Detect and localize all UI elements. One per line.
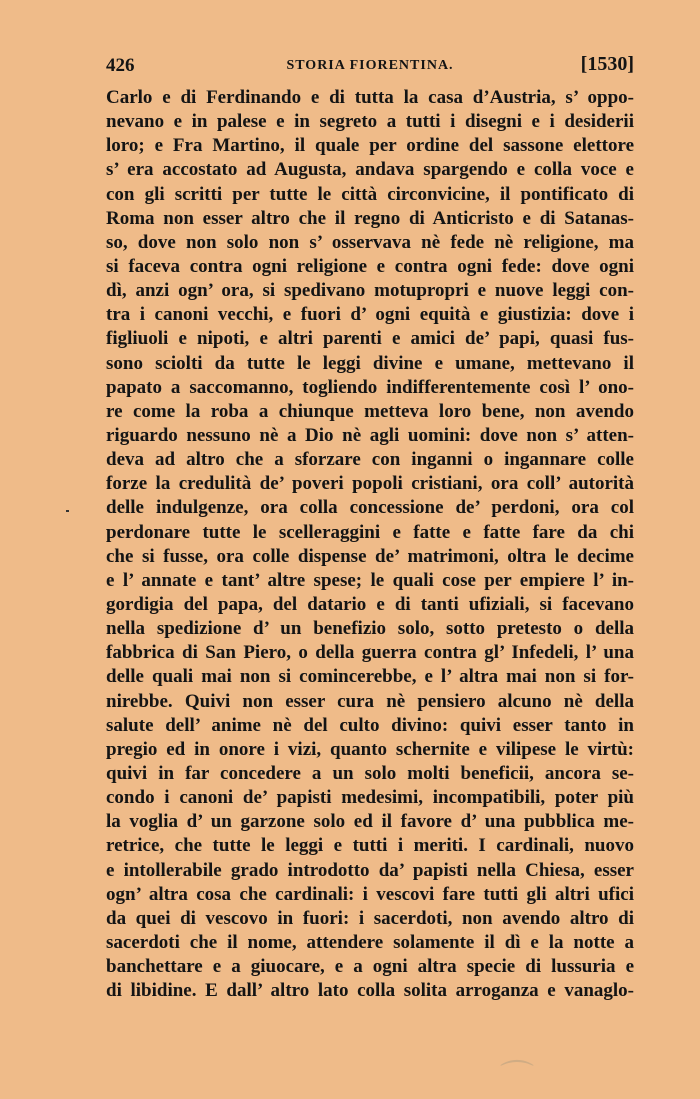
year-bracket: [1530] <box>580 53 634 75</box>
text-line: da quei di vescovo in fuori: i sacerdoti, non avendo altro di <box>106 907 634 929</box>
text-line: delle indulgenze, ora colla concessione de’ perdoni, ora col <box>106 497 634 519</box>
text-line: perdonare tutte le scelleraggini e fatte e fatte fare da chi <box>106 521 634 543</box>
text-line: di libidine. E dall’ altro lato colla solita arroganza e vanaglo- <box>106 980 634 1002</box>
page-header <box>106 53 634 79</box>
text-line: forze la credulità de’ poveri popoli cristiani, ora coll’ autorità <box>106 473 634 495</box>
text-line: che si fusse, ora colle dispense de’ matrimoni, oltra le decime <box>106 545 634 567</box>
text-line: banchettare e a giuocare, e a ogni altra specie di lussuria e <box>106 956 634 978</box>
page-number: 426 <box>106 55 135 76</box>
text-line: gordigia del papa, del datario e di tanti ufiziali, si facevano <box>106 593 634 615</box>
body-text <box>106 86 634 1003</box>
text-line: deva ad altro che a sforzare con inganni o ingannare colle <box>106 449 634 471</box>
text-line: delle quali mai non si comincerebbe, e l’ altra mai non si for- <box>106 666 634 688</box>
text-line: nirebbe. Quivi non esser cura nè pensiero alcuno nè della <box>106 690 634 712</box>
text-line: s’ era accostato ad Augusta, andava spargendo e colla voce e <box>106 159 634 181</box>
text-line: nevano e in palese e in segreto a tutti i disegni e i desiderii <box>106 111 634 133</box>
text-line: Carlo e di Ferdinando e di tutta la casa d’Austria, s’ oppo- <box>106 87 634 108</box>
text-line: salute dell’ anime nè del culto divino: quivi esser tanto in <box>106 714 634 736</box>
text-line: pregio ed in onore i vizi, quanto schernite e vilipese le virtù: <box>106 738 634 760</box>
text-line: retrice, che tutte le leggi e tutti i meriti. I cardinali, nuovo <box>106 835 634 857</box>
text-line: quivi in far concedere a un solo molti beneficii, ancora se- <box>106 762 634 784</box>
text-line: papato a saccomanno, togliendo indifferentemente così l’ ono- <box>106 376 634 398</box>
text-line: sono sciolti da tutte le leggi divine e umane, mettevano il <box>106 352 634 374</box>
text-line: e intollerabile grado introdotto da’ papisti nella Chiesa, esser <box>106 859 634 881</box>
text-line: figliuoli e nipoti, e altri parenti e amici de’ papi, quasi fus- <box>106 328 634 350</box>
text-line: so, dove non solo non s’ osservava nè fede nè religione, ma <box>106 231 634 253</box>
text-line: sacerdoti che il nome, attendere solamente il dì e la notte a <box>106 931 634 953</box>
watermark: ⌒ <box>500 1060 534 1097</box>
margin-mark <box>66 510 69 512</box>
text-line: nella spedizione d’ un benefizio solo, sotto pretesto o della <box>106 618 634 640</box>
text-line: si faceva contra ogni religione e contra ogni fede: dove ogni <box>106 255 634 277</box>
text-line: e l’ annate e tant’ altre spese; le quali cose per empiere l’ in- <box>106 569 634 591</box>
running-title: STORIA FIORENTINA. <box>286 58 454 73</box>
text-line: la voglia d’ un garzone solo ed il favore d’ una pubblica me- <box>106 811 634 833</box>
text-line: loro; e Fra Martino, il quale per ordine del sassone elettore <box>106 135 634 157</box>
text-line: Roma non esser altro che il regno di Anticristo e di Satanas- <box>106 207 634 229</box>
text-line: condo i canoni de’ papisti medesimi, incompatibili, poter più <box>106 787 634 809</box>
text-line: riguardo nessuno nè a Dio nè agli uomini: dove non s’ atten- <box>106 424 634 446</box>
text-line: con gli scritti per tutte le città circonvicine, il pontificato di <box>106 183 634 205</box>
text-line: fabbrica di San Piero, o della guerra contra gl’ Infedeli, l’ una <box>106 642 634 664</box>
text-line: re come la roba a chiunque metteva loro bene, non avendo <box>106 400 634 422</box>
text-line: tra i canoni vecchi, e fuori d’ ogni equità e giustizia: dove i <box>106 304 634 326</box>
text-line: ogn’ altra cosa che cardinali: i vescovi fare tutti gli altri ufici <box>106 883 634 905</box>
text-line: dì, anzi ogn’ ora, si spedivano motupropri e nuove leggi con- <box>106 280 634 302</box>
